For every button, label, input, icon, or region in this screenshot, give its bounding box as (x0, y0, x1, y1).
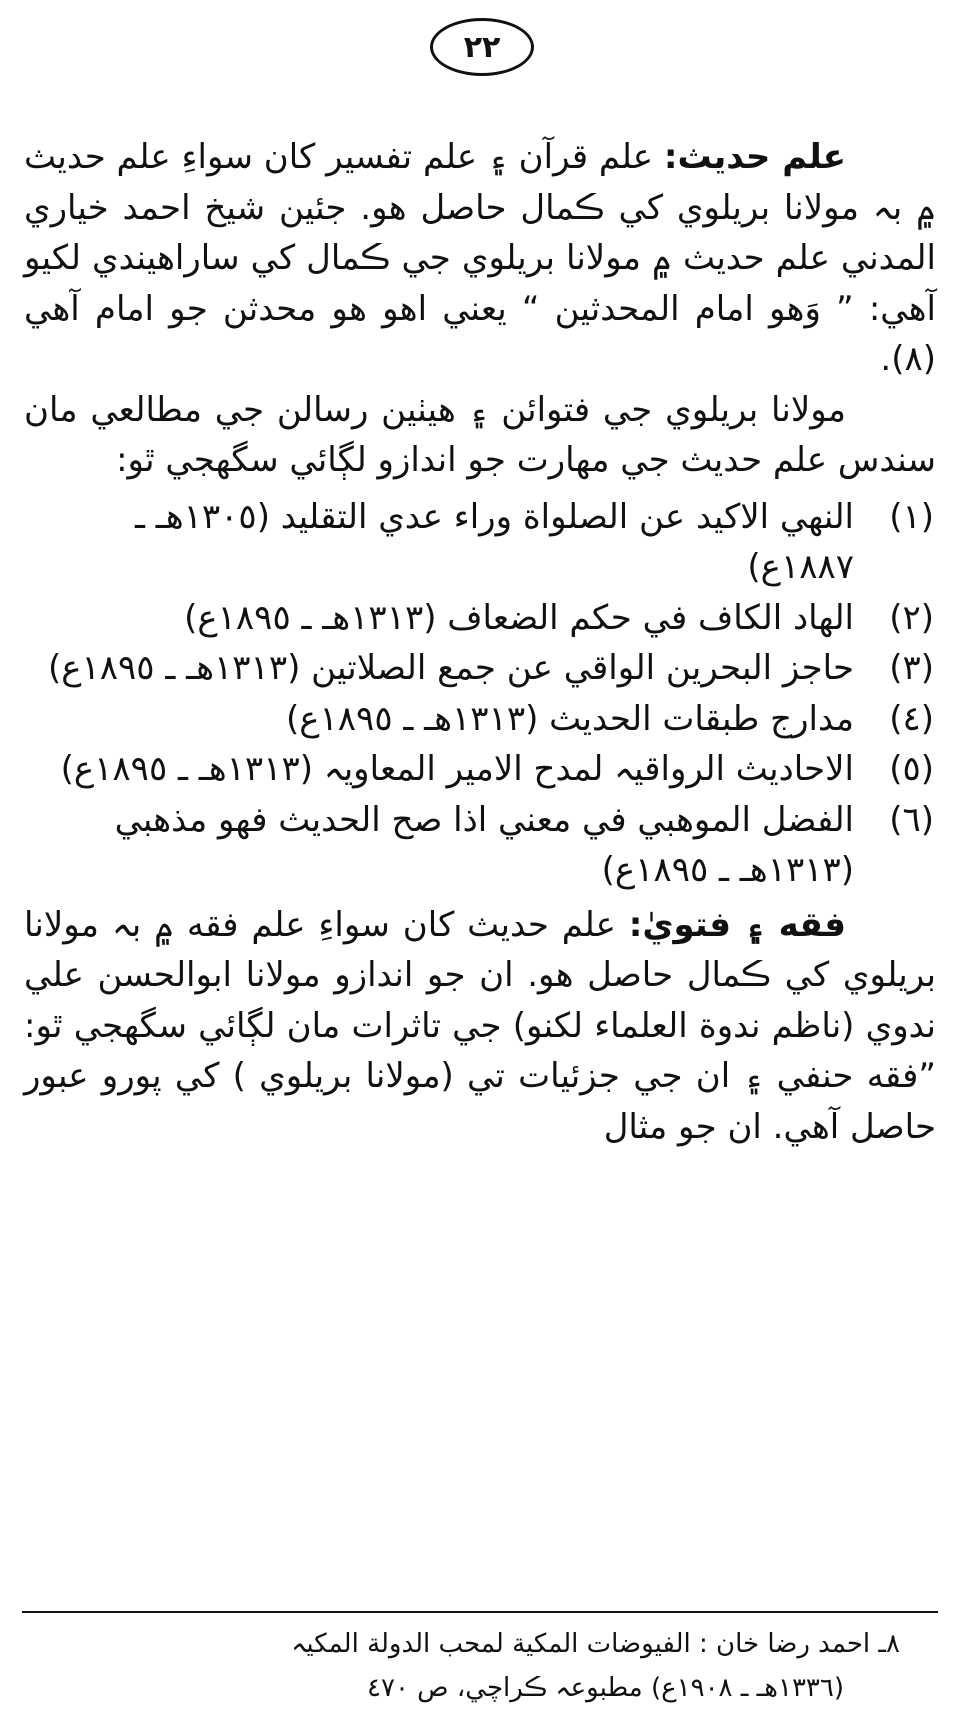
list-item-number: (٤) (889, 698, 934, 739)
list-item (24, 593, 936, 644)
list-item-text: الفضل الموهبي في معني اذا صح الحديث فهو مذهبي (١٣١٣هـ ـ ١٨٩٥ع) (114, 799, 854, 890)
footnote-divider (22, 1611, 938, 1613)
list-item-text: الاحاديث الرواقيہ لمدح الامير المعاويہ (١٣١٣هـ ـ ١٨٩٥ع) (60, 749, 854, 789)
list-item (24, 492, 936, 593)
paragraph-fiqh-text: علم حديث کان سواءِ علم فقه ۾ بہ مولانا بريلوي کي ڪمال حاصل هو. ان جو اندازو مولانا ابوالحسن علي ندوي (ناظم ندوة العلماء لکنو) جي تاثرات مان لڳائي سگهجي ٿو: ”فقه حنفي ۽ ان جي جزئيات تي (مولانا بريلوي ) کي پورو عبور حاصل آهي. ان جو مثال (24, 904, 936, 1147)
list-item-text: حاجز البحرين الواقي عن جمع الصلاتين (١٣١٣هـ ـ ١٨٩٥ع) (47, 648, 854, 688)
list-item-text: مدارج طبقات الحديث (١٣١٣هـ ـ ١٨٩٥ع) (285, 698, 854, 739)
body-text (24, 132, 936, 1152)
list-item (24, 744, 936, 795)
list-item-number: (٦) (889, 799, 934, 840)
list-item-number: (٣) (889, 648, 934, 688)
paragraph-hadith-text: علم قرآن ۽ علم تفسير کان سواءِ علم حديث ۾ بہ مولانا بريلوي کي ڪمال حاصل هو. جئين شيخ احمد خياري المدني علم حديث ۾ مولانا بريلوي جي ڪمال کي ساراهيندي لکيو آهي: ” وَهو امام المحدثين “ يعني اهو هو محدثن جو امام آهي (٨). (24, 137, 936, 379)
list-item-number: (١) (889, 496, 934, 537)
list-item (24, 795, 936, 896)
list-item (24, 643, 936, 694)
footnote-line-2: (١٣٣٦هـ ـ ١٩٠٨ع) مطبوعہ ڪراچي، ص ٤٧٠ (367, 1673, 844, 1703)
heading-fiqh: فقه ۽ فتويٰ: (628, 904, 846, 945)
list-item-text: النهي الاكيد عن الصلواة وراء عدي التقليد (١٣٠٥هـ ـ ١٨٨٧ع) (134, 496, 854, 587)
list-item-text: الهاد الكاف في حكم الضعاف (١٣١٣هـ ـ ١٨٩٥ع) (184, 597, 854, 638)
footnote-line-1: ٨ـ احمد رضا خان : الفيوضات المكية لمحب الدولة المكيہ (291, 1629, 900, 1659)
paragraph-hadith (24, 132, 936, 385)
list-item (24, 694, 936, 745)
paragraph-intro-list: مولانا بريلوي جي فتوائن ۽ هيٺين رسالن جي مطالعي مان سندس علم حديث جي مهارت جو اندازو لڳائي سگهجي ٿو: (24, 389, 936, 480)
page-number (430, 18, 534, 76)
list-item-number: (٢) (889, 597, 934, 638)
page-number-text: ٢٢ (463, 29, 501, 65)
list-item-number: (٥) (889, 749, 934, 789)
heading-hadith: علم حديث: (663, 137, 846, 177)
paragraph-fiqh (24, 900, 936, 1153)
footnotes (60, 1622, 900, 1710)
works-list (24, 492, 936, 896)
